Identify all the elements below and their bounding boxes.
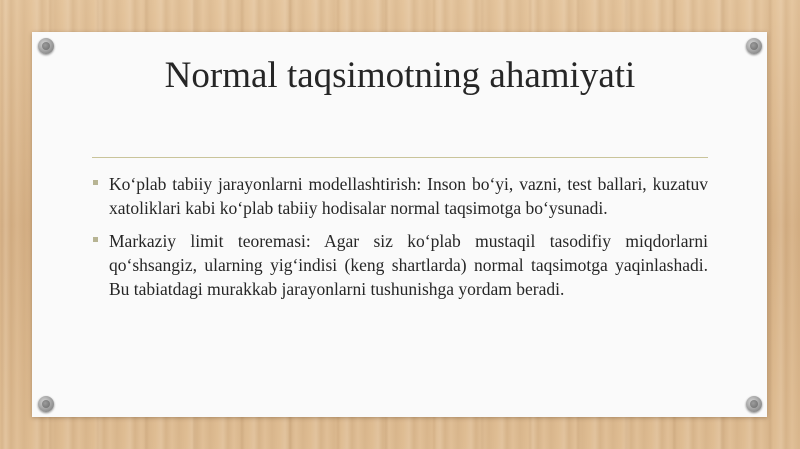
slide-title: Normal taqsimotning ahamiyati [164, 55, 636, 96]
title-divider [92, 157, 708, 158]
bullet-list [93, 172, 708, 310]
bullet-text: Ko‘plab tabiiy jarayonlarni modellashtirish: Inson bo‘yi, vazni, test ballari, kuzatuv xatoliklari kabi ko‘plab tabiiy hodisalar normal taqsimotga bo‘ysunadi. [109, 174, 708, 218]
bullet-item [93, 172, 708, 220]
bullet-item [93, 229, 708, 301]
bullet-text: Markaziy limit teoremasi: Agar siz ko‘plab mustaqil tasodifiy miqdorlarni qo‘shsangiz, ularning yig‘indisi (keng shartlarda) normal taqsimotga yaqinlashadi. Bu tabiatdagi murakkab jarayonlarni tushunishga yordam beradi. [109, 231, 708, 299]
bullet-marker-icon [93, 237, 98, 242]
bullet-marker-icon [93, 180, 98, 185]
pushpin-icon [746, 396, 762, 412]
pushpin-icon [746, 38, 762, 54]
pushpin-icon [38, 396, 54, 412]
pushpin-icon [38, 38, 54, 54]
